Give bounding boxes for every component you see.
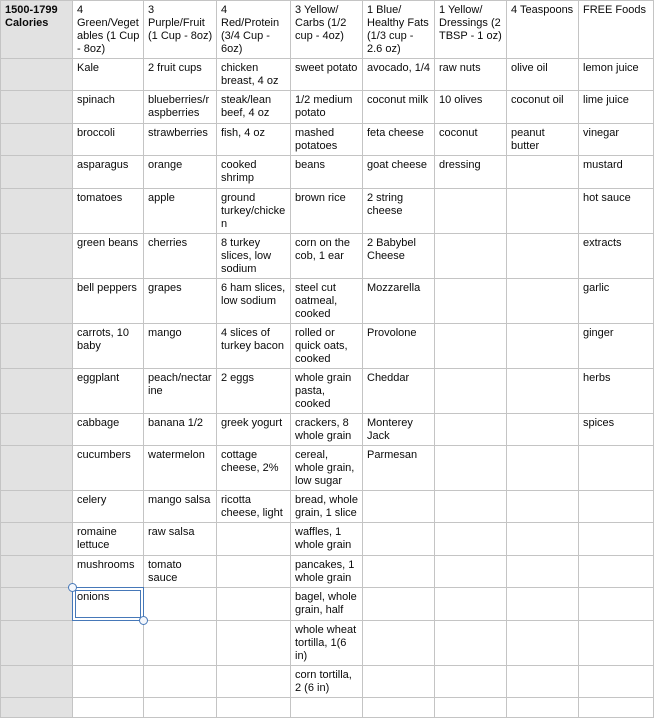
row-header-cell[interactable]: [1, 621, 73, 666]
table-cell[interactable]: Cheddar: [363, 369, 435, 414]
table-cell[interactable]: mango salsa: [144, 491, 217, 523]
table-cell[interactable]: [435, 369, 507, 414]
table-cell[interactable]: mango: [144, 324, 217, 369]
row-header-cell[interactable]: [1, 124, 73, 156]
table-cell[interactable]: green beans: [73, 234, 144, 279]
table-cell[interactable]: Monterey Jack: [363, 414, 435, 446]
table-cell[interactable]: brown rice: [291, 189, 363, 234]
table-cell[interactable]: steel cut oatmeal, cooked: [291, 279, 363, 324]
table-cell[interactable]: romaine lettuce: [73, 523, 144, 556]
row-header-cell[interactable]: [1, 523, 73, 556]
table-cell[interactable]: cooked shrimp: [217, 156, 291, 189]
table-cell[interactable]: bagel, whole grain, half: [291, 588, 363, 621]
table-cell[interactable]: vinegar: [579, 124, 654, 156]
column-header-cell[interactable]: 4 Green/Vegetables (1 Cup - 8oz): [73, 1, 144, 59]
table-cell[interactable]: [579, 491, 654, 523]
table-row: [1, 59, 654, 91]
row-header-cell[interactable]: [1, 414, 73, 446]
table-cell[interactable]: mushrooms: [73, 556, 144, 588]
table-cell[interactable]: [507, 369, 579, 414]
table-cell[interactable]: 1/2 medium potato: [291, 91, 363, 124]
table-cell[interactable]: 2 Babybel Cheese: [363, 234, 435, 279]
row-header-cell[interactable]: [1, 59, 73, 91]
table-cell[interactable]: [579, 588, 654, 621]
table-cell[interactable]: 8 turkey slices, low sodium: [217, 234, 291, 279]
table-cell[interactable]: spices: [579, 414, 654, 446]
table-cell[interactable]: [144, 666, 217, 698]
calorie-range-header-cell[interactable]: 1500-1799 Calories: [1, 1, 73, 59]
table-cell[interactable]: [363, 523, 435, 556]
table-cell[interactable]: sweet potato: [291, 59, 363, 91]
table-cell[interactable]: [507, 523, 579, 556]
table-cell[interactable]: [507, 414, 579, 446]
table-cell[interactable]: [579, 666, 654, 698]
table-cell[interactable]: 4 slices of turkey bacon: [217, 324, 291, 369]
table-row: [1, 369, 654, 414]
table-cell[interactable]: peach/nectarine: [144, 369, 217, 414]
row-header-cell[interactable]: [1, 369, 73, 414]
table-cell[interactable]: banana 1/2: [144, 414, 217, 446]
table-cell[interactable]: whole wheat tortilla, 1(6 in): [291, 621, 363, 666]
table-cell[interactable]: watermelon: [144, 446, 217, 491]
table-cell[interactable]: [579, 621, 654, 666]
table-cell[interactable]: cabbage: [73, 414, 144, 446]
table-cell[interactable]: broccoli: [73, 124, 144, 156]
table-cell[interactable]: strawberries: [144, 124, 217, 156]
table-cell[interactable]: lemon juice: [579, 59, 654, 91]
table-cell[interactable]: [144, 588, 217, 621]
table-cell[interactable]: [579, 523, 654, 556]
table-cell[interactable]: ginger: [579, 324, 654, 369]
table-cell[interactable]: Provolone: [363, 324, 435, 369]
row-header-cell[interactable]: [1, 91, 73, 124]
table-cell[interactable]: [363, 666, 435, 698]
table-cell[interactable]: [217, 621, 291, 666]
table-cell[interactable]: [435, 698, 507, 718]
table-row: [1, 124, 654, 156]
table-cell[interactable]: [579, 698, 654, 718]
table-cell[interactable]: [579, 446, 654, 491]
table-cell[interactable]: [507, 156, 579, 189]
table-cell[interactable]: cucumbers: [73, 446, 144, 491]
table-cell[interactable]: [144, 621, 217, 666]
table-cell[interactable]: lime juice: [579, 91, 654, 124]
table-cell[interactable]: feta cheese: [363, 124, 435, 156]
table-cell[interactable]: 2 fruit cups: [144, 59, 217, 91]
table-row: [1, 189, 654, 234]
table-row: [1, 556, 654, 588]
table-row: [1, 666, 654, 698]
row-header-cell[interactable]: [1, 279, 73, 324]
table-cell[interactable]: [73, 698, 144, 718]
table-cell[interactable]: [363, 556, 435, 588]
table-cell[interactable]: avocado, 1/4: [363, 59, 435, 91]
table-cell[interactable]: celery: [73, 491, 144, 523]
table-cell[interactable]: carrots, 10 baby: [73, 324, 144, 369]
row-header-cell[interactable]: [1, 556, 73, 588]
column-header-cell[interactable]: 3 Purple/Fruit (1 Cup - 8oz): [144, 1, 217, 59]
table-cell[interactable]: 10 olives: [435, 91, 507, 124]
table-cell[interactable]: ricotta cheese, light: [217, 491, 291, 523]
table-cell[interactable]: greek yogurt: [217, 414, 291, 446]
table-cell[interactable]: [435, 556, 507, 588]
table-cell[interactable]: [507, 279, 579, 324]
table-cell[interactable]: [435, 588, 507, 621]
table-cell[interactable]: coconut: [435, 124, 507, 156]
table-cell[interactable]: steak/lean beef, 4 oz: [217, 91, 291, 124]
table-row: [1, 698, 654, 718]
table-cell[interactable]: garlic: [579, 279, 654, 324]
table-cell[interactable]: [435, 491, 507, 523]
table-cell[interactable]: grapes: [144, 279, 217, 324]
table-cell[interactable]: pancakes, 1 whole grain: [291, 556, 363, 588]
table-row: [1, 156, 654, 189]
table-cell[interactable]: [217, 666, 291, 698]
table-cell[interactable]: [217, 556, 291, 588]
table-row: [1, 621, 654, 666]
table-cell[interactable]: [507, 189, 579, 234]
table-cell[interactable]: [217, 698, 291, 718]
table-cell[interactable]: tomato sauce: [144, 556, 217, 588]
table-cell[interactable]: dressing: [435, 156, 507, 189]
table-cell[interactable]: peanut butter: [507, 124, 579, 156]
table-cell[interactable]: apple: [144, 189, 217, 234]
table-row: [1, 324, 654, 369]
table-cell[interactable]: [507, 491, 579, 523]
column-header-cell[interactable]: 3 Yellow/ Carbs (1/2 cup - 4oz): [291, 1, 363, 59]
table-cell[interactable]: [507, 446, 579, 491]
table-cell[interactable]: [579, 556, 654, 588]
table-cell[interactable]: crackers, 8 whole grain: [291, 414, 363, 446]
table-row: [1, 491, 654, 523]
table-cell[interactable]: eggplant: [73, 369, 144, 414]
table-row: [1, 91, 654, 124]
table-cell[interactable]: 6 ham slices, low sodium: [217, 279, 291, 324]
selection-handle-top-left-icon[interactable]: [68, 583, 77, 592]
row-header-cell[interactable]: [1, 698, 73, 718]
table-cell[interactable]: [217, 588, 291, 621]
table-cell[interactable]: [435, 666, 507, 698]
table-cell[interactable]: [507, 556, 579, 588]
row-header-cell[interactable]: [1, 189, 73, 234]
selection-handle-bottom-right-icon[interactable]: [139, 616, 148, 625]
food-table-body: [1, 1, 654, 718]
table-cell[interactable]: [507, 666, 579, 698]
table-cell[interactable]: coconut oil: [507, 91, 579, 124]
row-header-cell[interactable]: [1, 491, 73, 523]
table-cell[interactable]: [363, 621, 435, 666]
table-cell[interactable]: [217, 523, 291, 556]
table-cell[interactable]: whole grain pasta, cooked: [291, 369, 363, 414]
table-cell[interactable]: waffles, 1 whole grain: [291, 523, 363, 556]
table-cell[interactable]: hot sauce: [579, 189, 654, 234]
table-cell[interactable]: [73, 621, 144, 666]
table-cell[interactable]: 2 string cheese: [363, 189, 435, 234]
table-cell[interactable]: corn tortilla, 2 (6 in): [291, 666, 363, 698]
column-header-cell[interactable]: 1 Yellow/ Dressings (2 TBSP - 1 oz): [435, 1, 507, 59]
table-row: [1, 279, 654, 324]
selected-cell[interactable]: onions: [73, 588, 144, 621]
table-row: [1, 446, 654, 491]
table-cell[interactable]: coconut milk: [363, 91, 435, 124]
column-header-cell[interactable]: 4 Red/Protein (3/4 Cup - 6oz): [217, 1, 291, 59]
table-cell[interactable]: cereal, whole grain, low sugar: [291, 446, 363, 491]
table-cell[interactable]: blueberries/raspberries: [144, 91, 217, 124]
table-cell[interactable]: beans: [291, 156, 363, 189]
table-cell[interactable]: ground turkey/chicken: [217, 189, 291, 234]
table-cell[interactable]: chicken breast, 4 oz: [217, 59, 291, 91]
table-cell[interactable]: bread, whole grain, 1 slice: [291, 491, 363, 523]
table-cell[interactable]: cottage cheese, 2%: [217, 446, 291, 491]
table-row: [1, 588, 654, 621]
table-cell[interactable]: [435, 621, 507, 666]
table-row: [1, 414, 654, 446]
table-cell[interactable]: herbs: [579, 369, 654, 414]
row-header-cell[interactable]: [1, 156, 73, 189]
table-cell[interactable]: [507, 324, 579, 369]
table-cell[interactable]: asparagus: [73, 156, 144, 189]
column-header-cell[interactable]: 1 Blue/ Healthy Fats (1/3 cup - 2.6 oz): [363, 1, 435, 59]
table-cell[interactable]: [144, 698, 217, 718]
row-header-cell[interactable]: [1, 324, 73, 369]
table-cell[interactable]: corn on the cob, 1 ear: [291, 234, 363, 279]
table-cell[interactable]: mustard: [579, 156, 654, 189]
table-cell[interactable]: [435, 414, 507, 446]
table-cell[interactable]: extracts: [579, 234, 654, 279]
table-cell[interactable]: [73, 666, 144, 698]
table-cell[interactable]: [291, 698, 363, 718]
table-cell[interactable]: raw nuts: [435, 59, 507, 91]
row-header-cell[interactable]: [1, 588, 73, 621]
table-cell[interactable]: [435, 279, 507, 324]
table-cell[interactable]: mashed potatoes: [291, 124, 363, 156]
table-cell[interactable]: [507, 234, 579, 279]
table-cell[interactable]: [435, 324, 507, 369]
table-cell[interactable]: Mozzarella: [363, 279, 435, 324]
row-header-cell[interactable]: [1, 234, 73, 279]
table-cell[interactable]: [435, 446, 507, 491]
table-cell[interactable]: Kale: [73, 59, 144, 91]
table-cell[interactable]: [507, 588, 579, 621]
table-cell[interactable]: raw salsa: [144, 523, 217, 556]
table-cell[interactable]: goat cheese: [363, 156, 435, 189]
table-cell[interactable]: orange: [144, 156, 217, 189]
table-cell[interactable]: fish, 4 oz: [217, 124, 291, 156]
row-header-cell[interactable]: [1, 446, 73, 491]
table-cell[interactable]: cherries: [144, 234, 217, 279]
table-row: [1, 523, 654, 556]
table-cell[interactable]: 2 eggs: [217, 369, 291, 414]
table-cell[interactable]: Parmesan: [363, 446, 435, 491]
table-cell[interactable]: [507, 621, 579, 666]
table-cell[interactable]: tomatoes: [73, 189, 144, 234]
row-header-cell[interactable]: [1, 666, 73, 698]
table-cell[interactable]: olive oil: [507, 59, 579, 91]
table-cell[interactable]: [363, 491, 435, 523]
table-row: [1, 234, 654, 279]
table-cell[interactable]: [435, 523, 507, 556]
table-cell[interactable]: [363, 588, 435, 621]
table-cell[interactable]: [435, 189, 507, 234]
column-header-cell[interactable]: 4 Teaspoons: [507, 1, 579, 59]
table-cell[interactable]: rolled or quick oats, cooked: [291, 324, 363, 369]
header-row: [1, 1, 654, 59]
table-cell[interactable]: bell peppers: [73, 279, 144, 324]
table-cell[interactable]: [363, 698, 435, 718]
table-cell[interactable]: [435, 234, 507, 279]
table-cell[interactable]: [507, 698, 579, 718]
table-cell[interactable]: spinach: [73, 91, 144, 124]
column-header-cell[interactable]: FREE Foods: [579, 1, 654, 59]
